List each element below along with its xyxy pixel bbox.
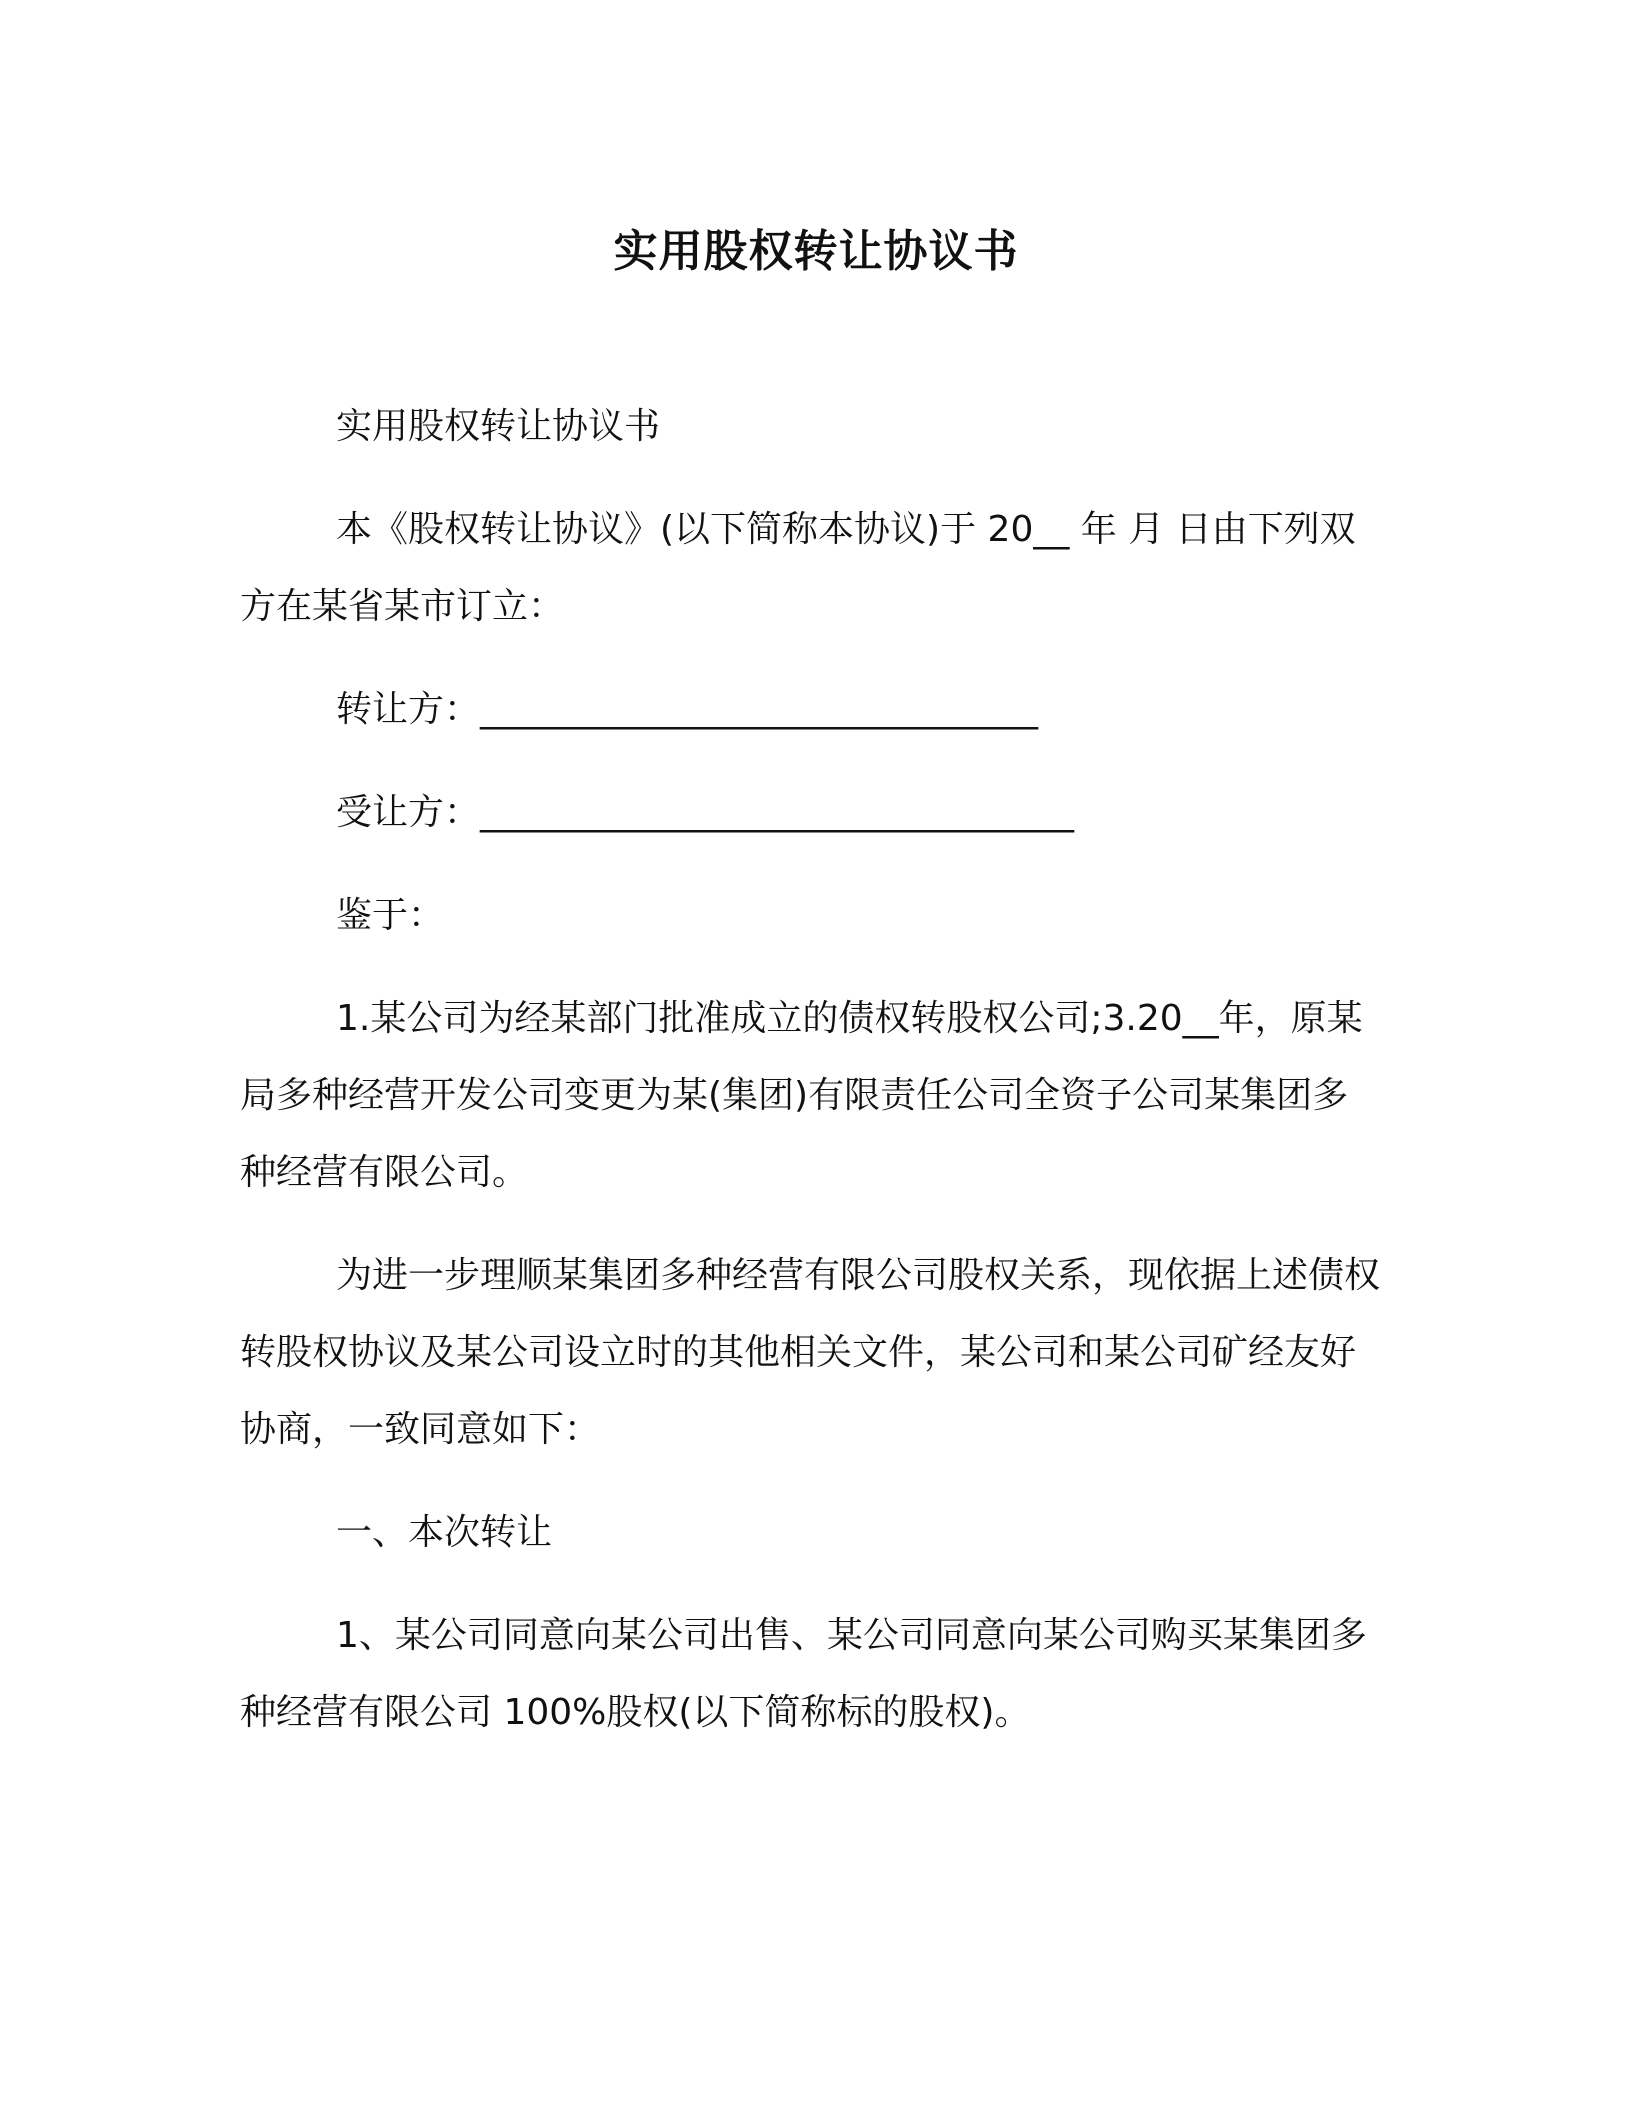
paragraph-subtitle: 实用股权转让协议书 (336, 406, 661, 447)
section-heading-transfer: 一、本次转让 (336, 1512, 553, 1553)
paragraph-item-1: 1.某公司为经某部门批准成立的债权转股权公司;3.20__年，原某局多种经营开发公司变更为某(集团)有限责任公司全资子公司某集团多种经营有限公司。 (240, 998, 1363, 1193)
paragraph-transferor: 转让方：_______________________________ (336, 689, 1039, 730)
paragraph-clause-1: 1、某公司同意向某公司出售、某公司同意向某公司购买某集团多种经营有限公司 100%股权(以下简称标的股权)。 (240, 1615, 1367, 1733)
document-title: 实用股权转让协议书 (613, 226, 1019, 277)
document-body (240, 388, 1380, 1777)
paragraph-agreement-basis: 为进一步理顺某集团多种经营有限公司股权关系，现依据上述债权转股权协议及某公司设立时的其他相关文件，某公司和某公司矿经友好协商，一致同意如下： (240, 1255, 1381, 1450)
paragraph-intro: 本《股权转让协议》(以下简称本协议)于 20__ 年 月 日由下列双方在某省某市订立： (240, 509, 1356, 627)
paragraph-transferee: 受让方：_________________________________ (336, 792, 1075, 833)
paragraph-whereas: 鉴于： (336, 895, 445, 936)
